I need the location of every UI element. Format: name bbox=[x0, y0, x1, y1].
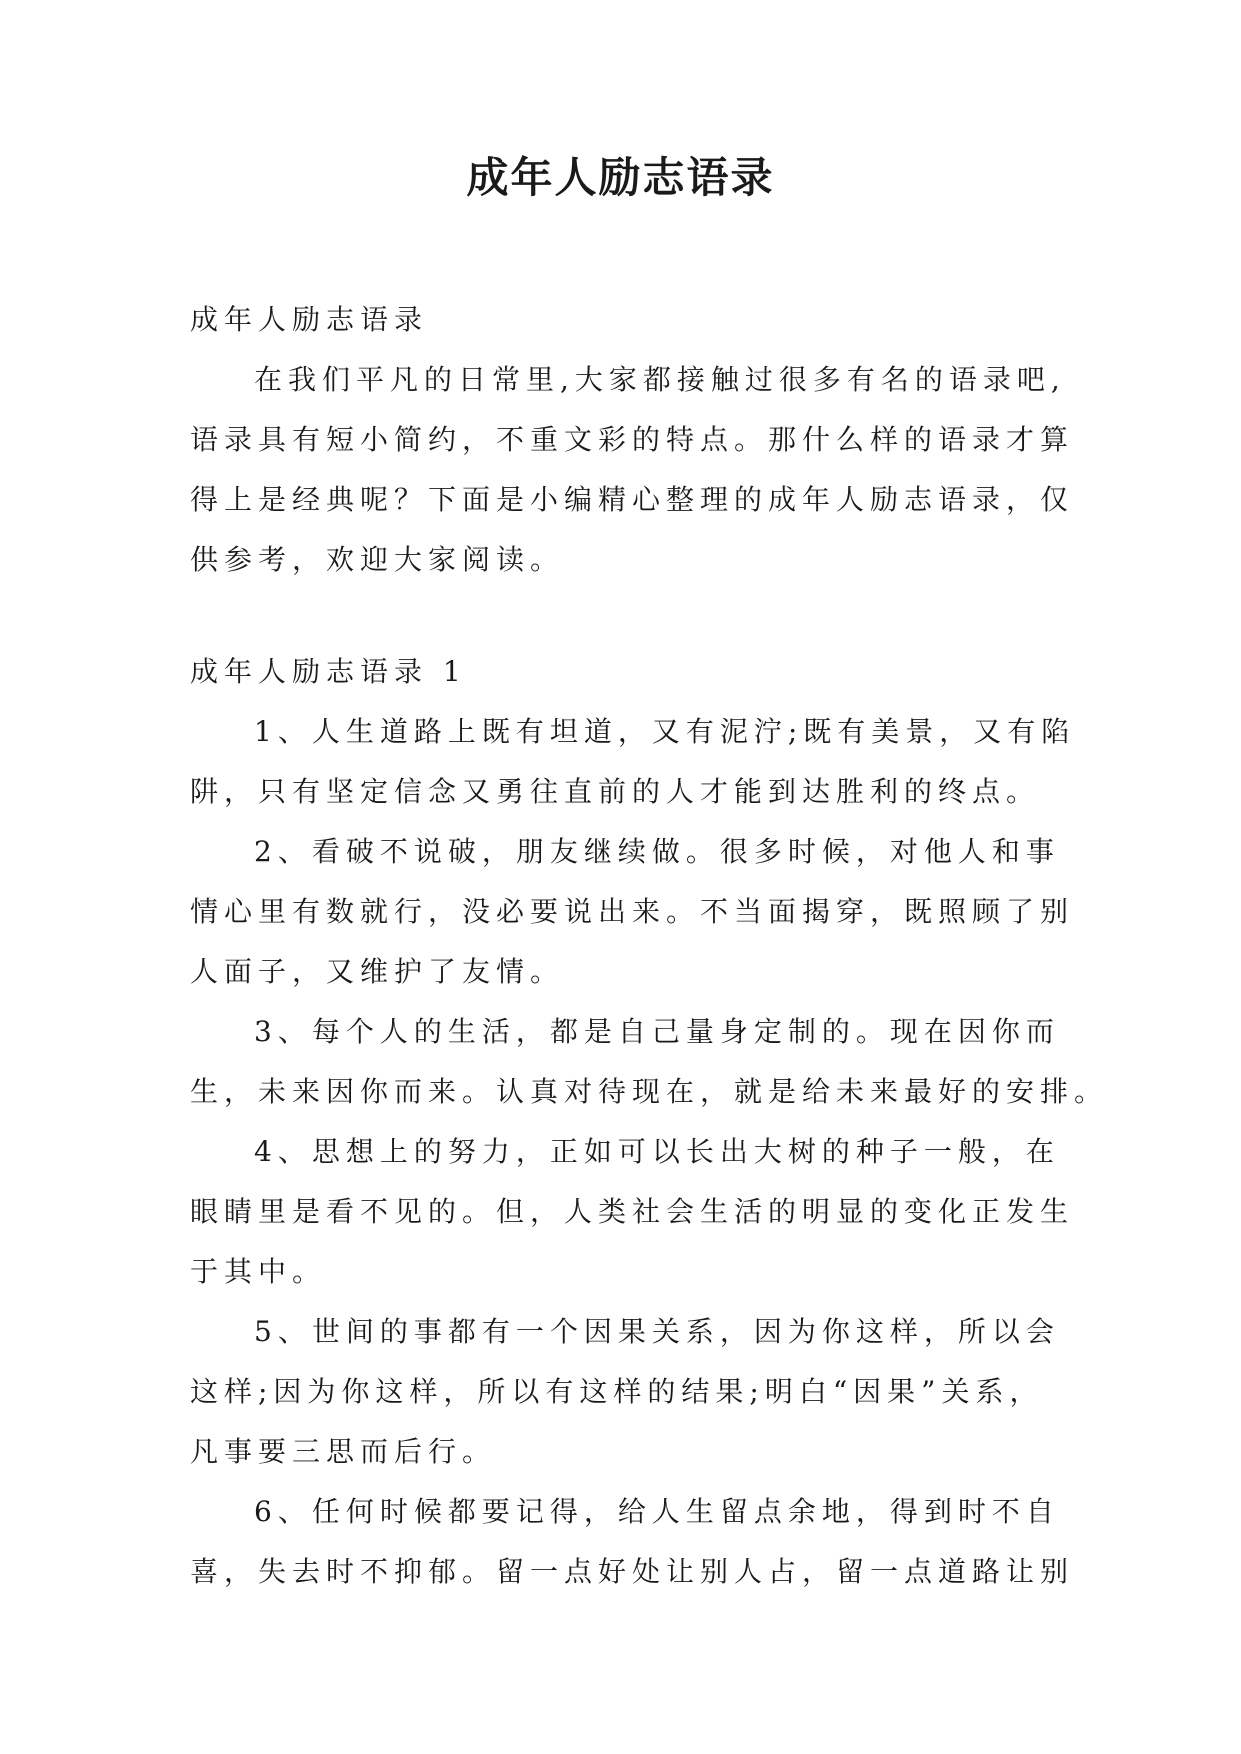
quote-line: 1、人生道路上既有坦道，又有泥泞;既有美景，又有陷 bbox=[254, 715, 1076, 748]
quote-item-5 bbox=[190, 1302, 1060, 1482]
quote-item-4 bbox=[190, 1122, 1075, 1302]
quote-line: 人面子，又维护了友情。 bbox=[190, 955, 565, 988]
intro-line: 语录具有短小简约，不重文彩的特点。那什么样的语录才算 bbox=[190, 423, 1075, 456]
quote-item-1 bbox=[190, 702, 1076, 822]
quote-item-2 bbox=[190, 822, 1075, 1002]
quote-line: 2、看破不说破，朋友继续做。很多时候，对他人和事 bbox=[254, 835, 1060, 868]
quote-line: 喜，失去时不抑郁。留一点好处让别人占，留一点道路让别 bbox=[190, 1555, 1075, 1588]
quote-line: 3、每个人的生活，都是自己量身定制的。现在因你而 bbox=[254, 1015, 1060, 1048]
quote-line: 阱，只有坚定信念又勇往直前的人才能到达胜利的终点。 bbox=[190, 775, 1041, 808]
document-subtitle: 成年人励志语录 bbox=[190, 303, 429, 336]
quote-item-6 bbox=[190, 1482, 1075, 1602]
quote-line: 生，未来因你而来。认真对待现在，就是给未来最好的安排。 bbox=[190, 1075, 1109, 1108]
intro-line: 供参考，欢迎大家阅读。 bbox=[190, 543, 565, 576]
quote-line: 4、思想上的努力，正如可以长出大树的种子一般，在 bbox=[254, 1135, 1060, 1168]
quote-line: 凡事要三思而后行。 bbox=[190, 1435, 497, 1468]
quote-line: 这样;因为你这样，所以有这样的结果;明白“因果”关系， bbox=[190, 1375, 1044, 1408]
quote-item-3 bbox=[190, 1002, 1109, 1122]
document-body bbox=[190, 290, 1109, 1602]
intro-line: 在我们平凡的日常里,大家都接触过很多有名的语录吧, bbox=[254, 363, 1066, 396]
intro-line: 得上是经典呢？下面是小编精心整理的成年人励志语录，仅 bbox=[190, 483, 1075, 516]
quote-line: 情心里有数就行，没必要说出来。不当面揭穿，既照顾了别 bbox=[190, 895, 1075, 928]
quote-line: 5、世间的事都有一个因果关系，因为你这样，所以会 bbox=[254, 1315, 1060, 1348]
quote-line: 眼睛里是看不见的。但，人类社会生活的明显的变化正发生 bbox=[190, 1195, 1075, 1228]
document-title: 成年人励志语录 bbox=[466, 153, 775, 202]
quote-line: 6、任何时候都要记得，给人生留点余地，得到时不自 bbox=[254, 1495, 1060, 1528]
intro-paragraph bbox=[190, 350, 1075, 590]
quote-line: 于其中。 bbox=[190, 1255, 327, 1288]
section-heading: 成年人励志语录 1 bbox=[190, 655, 467, 688]
section-spacer bbox=[190, 590, 1060, 642]
